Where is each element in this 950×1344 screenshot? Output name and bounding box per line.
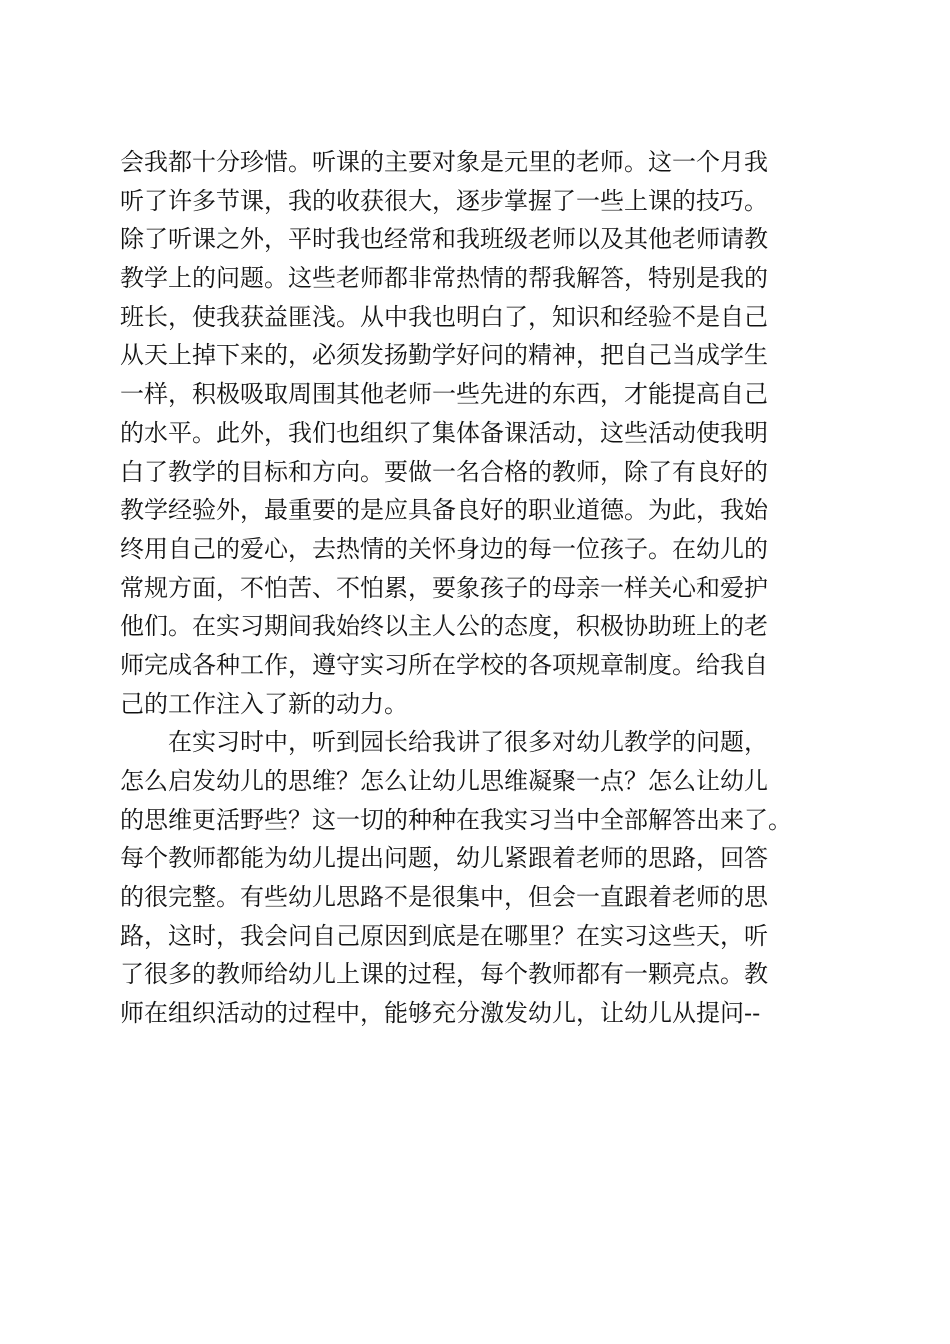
text-line: 了很多的教师给幼儿上课的过程，每个教师都有一颗亮点。教 bbox=[120, 960, 768, 989]
text-line: 路，这时，我会问自己原因到底是在哪里？在实习这些天，听 bbox=[120, 921, 768, 950]
text-line: 一样，积极吸取周围其他老师一些先进的东西，才能提高自己 bbox=[120, 380, 768, 409]
text-line: 终用自己的爱心，去热情的关怀身边的每一位孩子。在幼儿的 bbox=[120, 534, 768, 563]
text-line: 除了听课之外，平时我也经常和我班级老师以及其他老师请教 bbox=[120, 225, 768, 254]
text-line: 教学上的问题。这些老师都非常热情的帮我解答，特别是我的 bbox=[120, 264, 768, 293]
text-line: 会我都十分珍惜。听课的主要对象是元里的老师。这一个月我 bbox=[120, 148, 768, 176]
text-line: 的很完整。有些幼儿思路不是很集中，但会一直跟着老师的思 bbox=[120, 883, 768, 912]
text-line: 听了许多节课，我的收获很大，逐步掌握了一些上课的技巧。 bbox=[120, 186, 768, 215]
text-line: 每个教师都能为幼儿提出问题，幼儿紧跟着老师的思路，回答 bbox=[120, 844, 768, 873]
text-line: 教学经验外，最重要的是应具备良好的职业道德。为此，我始 bbox=[120, 496, 768, 525]
text-line: 的思维更活野些？这一切的种种在我实习当中全部解答出来了。 bbox=[120, 805, 792, 834]
text-line: 师完成各种工作，遵守实习所在学校的各项规章制度。给我自 bbox=[120, 650, 768, 679]
text-line: 他们。在实习期间我始终以主人公的态度，积极协助班上的老 bbox=[120, 612, 768, 641]
text-line: 常规方面，不怕苦、不怕累，要象孩子的母亲一样关心和爱护 bbox=[120, 573, 768, 602]
text-line: 己的工作注入了新的动力。 bbox=[120, 689, 408, 718]
text-line: 从天上掉下来的，必须发扬勤学好问的精神，把自己当成学生 bbox=[120, 341, 768, 370]
text-line: 班长，使我获益匪浅。从中我也明白了，知识和经验不是自己 bbox=[120, 302, 768, 331]
text-line: 师在组织活动的过程中，能够充分激发幼儿，让幼儿从提问-- bbox=[120, 999, 761, 1028]
text-line: 怎么启发幼儿的思维？怎么让幼儿思维凝聚一点？怎么让幼儿 bbox=[120, 767, 768, 795]
body-text bbox=[120, 143, 860, 1033]
text-line: 白了教学的目标和方向。要做一名合格的教师，除了有良好的 bbox=[120, 457, 768, 486]
text-line: 的水平。此外，我们也组织了集体备课活动，这些活动使我明 bbox=[120, 418, 768, 447]
paragraph-start-line: 在实习时中，听到园长给我讲了很多对幼儿教学的问题， bbox=[168, 728, 768, 757]
